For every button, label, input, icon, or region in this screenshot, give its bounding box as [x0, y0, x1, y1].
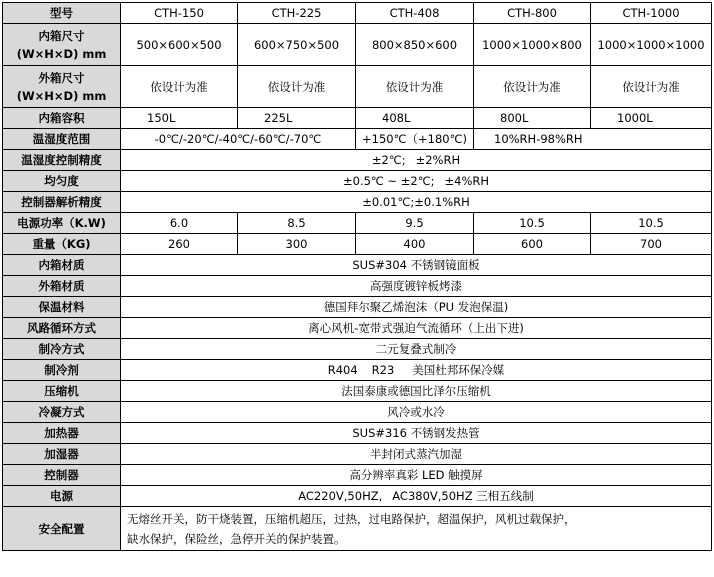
value-cell: 400: [356, 234, 474, 255]
label-resolution: 控制器解析精度: [3, 192, 121, 213]
power-supply-1: AC220V,50HZ,: [298, 489, 383, 503]
value-cell: 8.5: [238, 213, 356, 234]
label-line: (W×H×D) mm: [16, 88, 107, 103]
row-label: 制冷方式: [3, 339, 121, 360]
row-value: 风冷或水冷: [121, 402, 712, 423]
row-power-supply: [3, 486, 712, 507]
row-refrigerant: [3, 360, 712, 381]
row-label: 保温材料: [3, 297, 121, 318]
temp-value: ±2℃;: [371, 153, 406, 167]
value-cell: 1000×1000×1000: [591, 24, 712, 66]
row-compressor: [3, 381, 712, 402]
row-value: 德国拜尔聚乙烯泡沫（PU 发泡保温): [121, 297, 712, 318]
row-value: 二元复叠式制冷: [121, 339, 712, 360]
row-weight: [3, 234, 712, 255]
value-cell: 225L: [238, 108, 356, 129]
label-line: 内箱尺寸: [38, 28, 85, 43]
safety-line: 无熔丝开关，防干烧装置，压缩机超压，过热，过电路保护，超温保护，风机过载保护，: [127, 511, 576, 526]
refrigerant-2: R23: [371, 363, 395, 377]
safety-line: 缺水保护，保险丝，急停开关的保护装置。: [127, 531, 346, 546]
row-heater: [3, 423, 712, 444]
value-cell: 依设计为准: [121, 66, 238, 108]
row-controller: [3, 465, 712, 486]
power-supply-cell: [121, 486, 712, 507]
label-weight: 重量（KG): [3, 234, 121, 255]
row-label: 加湿器: [3, 444, 121, 465]
label-control-precision: 温湿度控制精度: [3, 150, 121, 171]
model-cell: CTH-408: [356, 3, 474, 24]
control-precision-cell: [121, 150, 712, 171]
power-supply-2: AC380V,50HZ 三相五线制: [392, 489, 534, 503]
row-value: 高强度镀锌板烤漆: [121, 276, 712, 297]
value-cell: 300: [238, 234, 356, 255]
row-control-precision: [3, 150, 712, 171]
row-label: 冷凝方式: [3, 402, 121, 423]
hum-value: ±0.1%RH: [414, 195, 470, 209]
value-cell: 600: [474, 234, 591, 255]
row-label: 加热器: [3, 423, 121, 444]
value-cell: 500×600×500: [121, 24, 238, 66]
refrigerant-3: 美国杜邦环保冷媒: [412, 363, 505, 377]
label-outer-size: [3, 66, 121, 108]
value-cell: 700: [591, 234, 712, 255]
row-uniformity: [3, 171, 712, 192]
value-cell: 9.5: [356, 213, 474, 234]
row-humidifier: [3, 444, 712, 465]
value-cell: 260: [121, 234, 238, 255]
row-inner-material: [3, 255, 712, 276]
uniformity-cell: [121, 171, 712, 192]
row-value: 法国泰康或德国比泽尔压缩机: [121, 381, 712, 402]
row-model: [3, 3, 712, 24]
humidity-range-text: 10%RH-98%RH: [494, 132, 583, 146]
row-resolution: [3, 192, 712, 213]
temp-low-cell: -0℃/-20℃/-40℃/-60℃/-70℃: [121, 129, 356, 150]
safety-cell: [121, 507, 712, 551]
row-label: 控制器: [3, 465, 121, 486]
row-power: [3, 213, 712, 234]
row-insulation: [3, 297, 712, 318]
value-cell: 依设计为准: [238, 66, 356, 108]
row-value: 半封闭式蒸汽加湿: [121, 444, 712, 465]
model-cell: CTH-1000: [591, 3, 712, 24]
row-outer-size: [3, 66, 712, 108]
value-cell: 依设计为准: [591, 66, 712, 108]
humidity-range-cell: [474, 129, 712, 150]
row-value: 离心风机-宽带式强迫气流循环（上出下进): [121, 318, 712, 339]
temp-value: ±0.01℃;: [362, 195, 415, 209]
value-cell: 800×850×600: [356, 24, 474, 66]
value-cell: 600×750×500: [238, 24, 356, 66]
label-power-supply: 电源: [3, 486, 121, 507]
refrigerant-cell: [121, 360, 712, 381]
row-safety: [3, 507, 712, 551]
model-cell: CTH-150: [121, 3, 238, 24]
value-cell: 6.0: [121, 213, 238, 234]
row-label: 外箱材质: [3, 276, 121, 297]
label-line: 外箱尺寸: [38, 70, 85, 85]
temp-value: ±0.5℃ ~ ±2℃;: [342, 174, 435, 188]
row-air-circulation: [3, 318, 712, 339]
model-cell: CTH-225: [238, 3, 356, 24]
row-label: 压缩机: [3, 381, 121, 402]
temp-high-cell: +150℃（+180℃): [356, 129, 474, 150]
value-cell: 依设计为准: [474, 66, 591, 108]
label-uniformity: 均匀度: [3, 171, 121, 192]
label-model: 型号: [3, 3, 121, 24]
row-label: 内箱材质: [3, 255, 121, 276]
value-cell: 1000×1000×800: [474, 24, 591, 66]
refrigerant-1: R404: [327, 363, 358, 377]
label-safety: 安全配置: [3, 507, 121, 551]
label-temp-range: 温湿度范围: [3, 129, 121, 150]
row-value: 高分辨率真彩 LED 触摸屏: [121, 465, 712, 486]
value-cell: 408L: [356, 108, 474, 129]
row-inner-size: [3, 24, 712, 66]
model-cell: CTH-800: [474, 3, 591, 24]
value-cell: 10.5: [474, 213, 591, 234]
label-power: 电源功率（K.W): [3, 213, 121, 234]
row-condensing: [3, 402, 712, 423]
label-inner-size: [3, 24, 121, 66]
hum-value: ±2%RH: [415, 153, 461, 167]
row-outer-material: [3, 276, 712, 297]
label-capacity: 内箱容积: [3, 108, 121, 129]
label-refrigerant: 制冷剂: [3, 360, 121, 381]
hum-value: ±4%RH: [444, 174, 490, 188]
row-value: SUS#304 不锈钢镜面板: [121, 255, 712, 276]
value-cell: 150L: [121, 108, 238, 129]
value-cell: 10.5: [591, 213, 712, 234]
value-cell: 800L: [474, 108, 591, 129]
row-value: SUS#316 不锈钢发热管: [121, 423, 712, 444]
resolution-cell: [121, 192, 712, 213]
value-cell: 1000L: [591, 108, 712, 129]
value-cell: 依设计为准: [356, 66, 474, 108]
row-capacity: [3, 108, 712, 129]
label-line: (W×H×D) mm: [16, 46, 107, 61]
row-temp-range: [3, 129, 712, 150]
row-cooling: [3, 339, 712, 360]
row-label: 风路循环方式: [3, 318, 121, 339]
spec-table: [2, 2, 712, 551]
